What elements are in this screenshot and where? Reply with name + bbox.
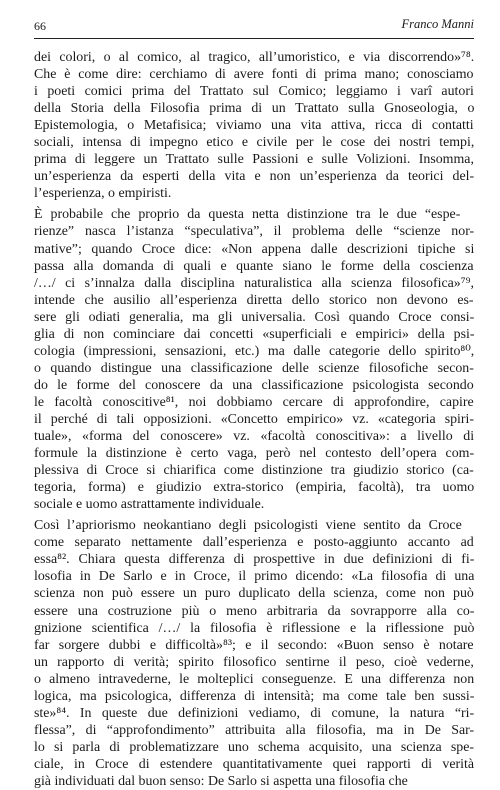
text-line: l’esperienza, o empiristi. [34,186,172,202]
text-line: lo si parla di problematizzare uno schema acquisito, una scienza spe- [34,739,475,755]
text-line: Epistemologia, o Metafisica; viviamo una vita attiva, ricca di contatti [34,118,474,134]
page-number: 66 [34,19,46,33]
text-line: della Storia della Filosofia prima di un Trattato sulla Gnoseologia, o [34,101,475,117]
body-text [34,49,474,790]
text-line: o quando distingue una classificazione delle scienze filosofiche secon- [34,360,474,376]
text-line: il perché di tali opposizioni. «Concetto empirico» vz. «categoria spiri- [34,411,475,427]
text-line: cologia (impressioni, sensazioni, etc.) ma dalle categorie dello spirito⁸⁰, [34,343,475,359]
text-line: essa⁸². Chiara questa differenza di prospettive in due definizioni di fi- [34,552,475,568]
text-line: do le forme del conoscere da una classificazione psicologista secondo [34,377,474,393]
text-line: un rapporto di verità; spirito filosofico sentirne il peso, cioè vederne, [34,654,474,670]
text-line: sere gli odiati generalia, ma gli universalia. Così quando Croce consi- [34,309,475,325]
text-line: formule la distinzione è certo vaga, però nel contesto dell’opera com- [34,446,475,462]
text-line: far sorgere dubbi e difficoltà»⁸³; e il secondo: «Buon senso è notare [34,637,474,653]
text-line: mative”; quando Croce dice: «Non appena dalle descrizioni tipiche si [34,241,475,257]
text-line: tuale», «forma del conoscere» vz. «facoltà conoscitiva»: a livello di [34,429,475,445]
text-line: logica, ma psicologica, differenza di intensità; ma come tale ben sussi- [34,688,475,704]
text-line: Che è come dire: cerchiamo di avere fonti di prima mano; conosciamo [34,67,474,83]
text-line: Così l’apriorismo neokantiano degli psicologisti viene sentito da Croce [34,518,462,534]
text-line: losofia in De Sarlo e in Croce, il primo dicendo: «La filosofia di una [34,569,475,585]
text-line: ste»⁸⁴. In queste due definizioni vediamo, di comune, la natura “ri- [34,705,475,721]
running-head: Franco Manni [401,17,474,31]
text-line: un’esperienza da esperti della vita e non un’esperienza da teorici del- [34,169,475,185]
text-line: passa alla domanda di quali e quante siano le forme della coscienza [34,258,474,274]
text-line: i poeti comici prima del Trattato sul Comico; leggiamo i varî autori [34,84,474,100]
text-line: sociali, intensa di impegno etico e civile per le cose dei nostri tempi, [34,135,475,151]
text-line: plessiva di Croce si chiarifica come distinzione tra giudizio storico (ca- [34,463,474,479]
text-line: tegoria, forma) e giudizio extra-storico (empiria, facoltà), tra uomo [34,480,475,496]
text-line: le facoltà conoscitive⁸¹, noi dobbiamo cercare di approfondire, capire [34,394,474,410]
text-line: intende che ausilio all’esperienza diretta dello storico non devono es- [34,292,474,308]
text-line: ciale, in Croce di estendere quantitativamente quei rapporti di verità [34,756,474,772]
text-line: come separato nettamente dall’esperienza e posto-aggiunto accanto ad [34,535,474,551]
text-line: già individuati dal buon senso: De Sarlo si aspetta una filosofia che [34,773,408,789]
text-line: /…/ ci s’innalza dalla disciplina naturalistica alla scienza filosofica»⁷⁹, [34,275,474,291]
header-rule [34,38,474,39]
text-line: rienze” nasca l’istanza “speculativa”, il problema delle “scienze nor- [34,224,475,240]
paragraph [34,49,474,202]
text-line: o almeno intravederne, le molteplici conseguenze. E una differenza non [34,671,475,687]
text-line: sociale e uomo astrattamente individuale. [34,497,265,513]
text-line: È probabile che proprio da questa netta distinzione tra le due “espe- [34,207,461,223]
text-line: dei colori, o al comico, al tragico, all’umoristico, e via discorrendo»⁷⁸. [34,50,475,65]
paragraph [34,206,474,513]
paragraph [34,517,474,790]
text-line: glia di non cominciare dai concetti «superficiali e empirici» della psi- [34,326,475,342]
text-line: scienza non può essere un puro duplicato della scienza, come non può [34,586,474,602]
text-line: essere una costruzione più o meno arbitraria da sovrapporre alla co- [34,603,475,619]
text-line: gnizione scientifica /…/ la filosofia è riflessione e la riflessione può [34,620,475,636]
page-header [34,17,474,37]
text-line: prima di leggere un Trattato sulle Passioni e sulle Volizioni. Insomma, [34,152,474,168]
text-line: flessa”, di “approfondimento” attribuita alla filosofia, ma in De Sar- [34,722,475,738]
